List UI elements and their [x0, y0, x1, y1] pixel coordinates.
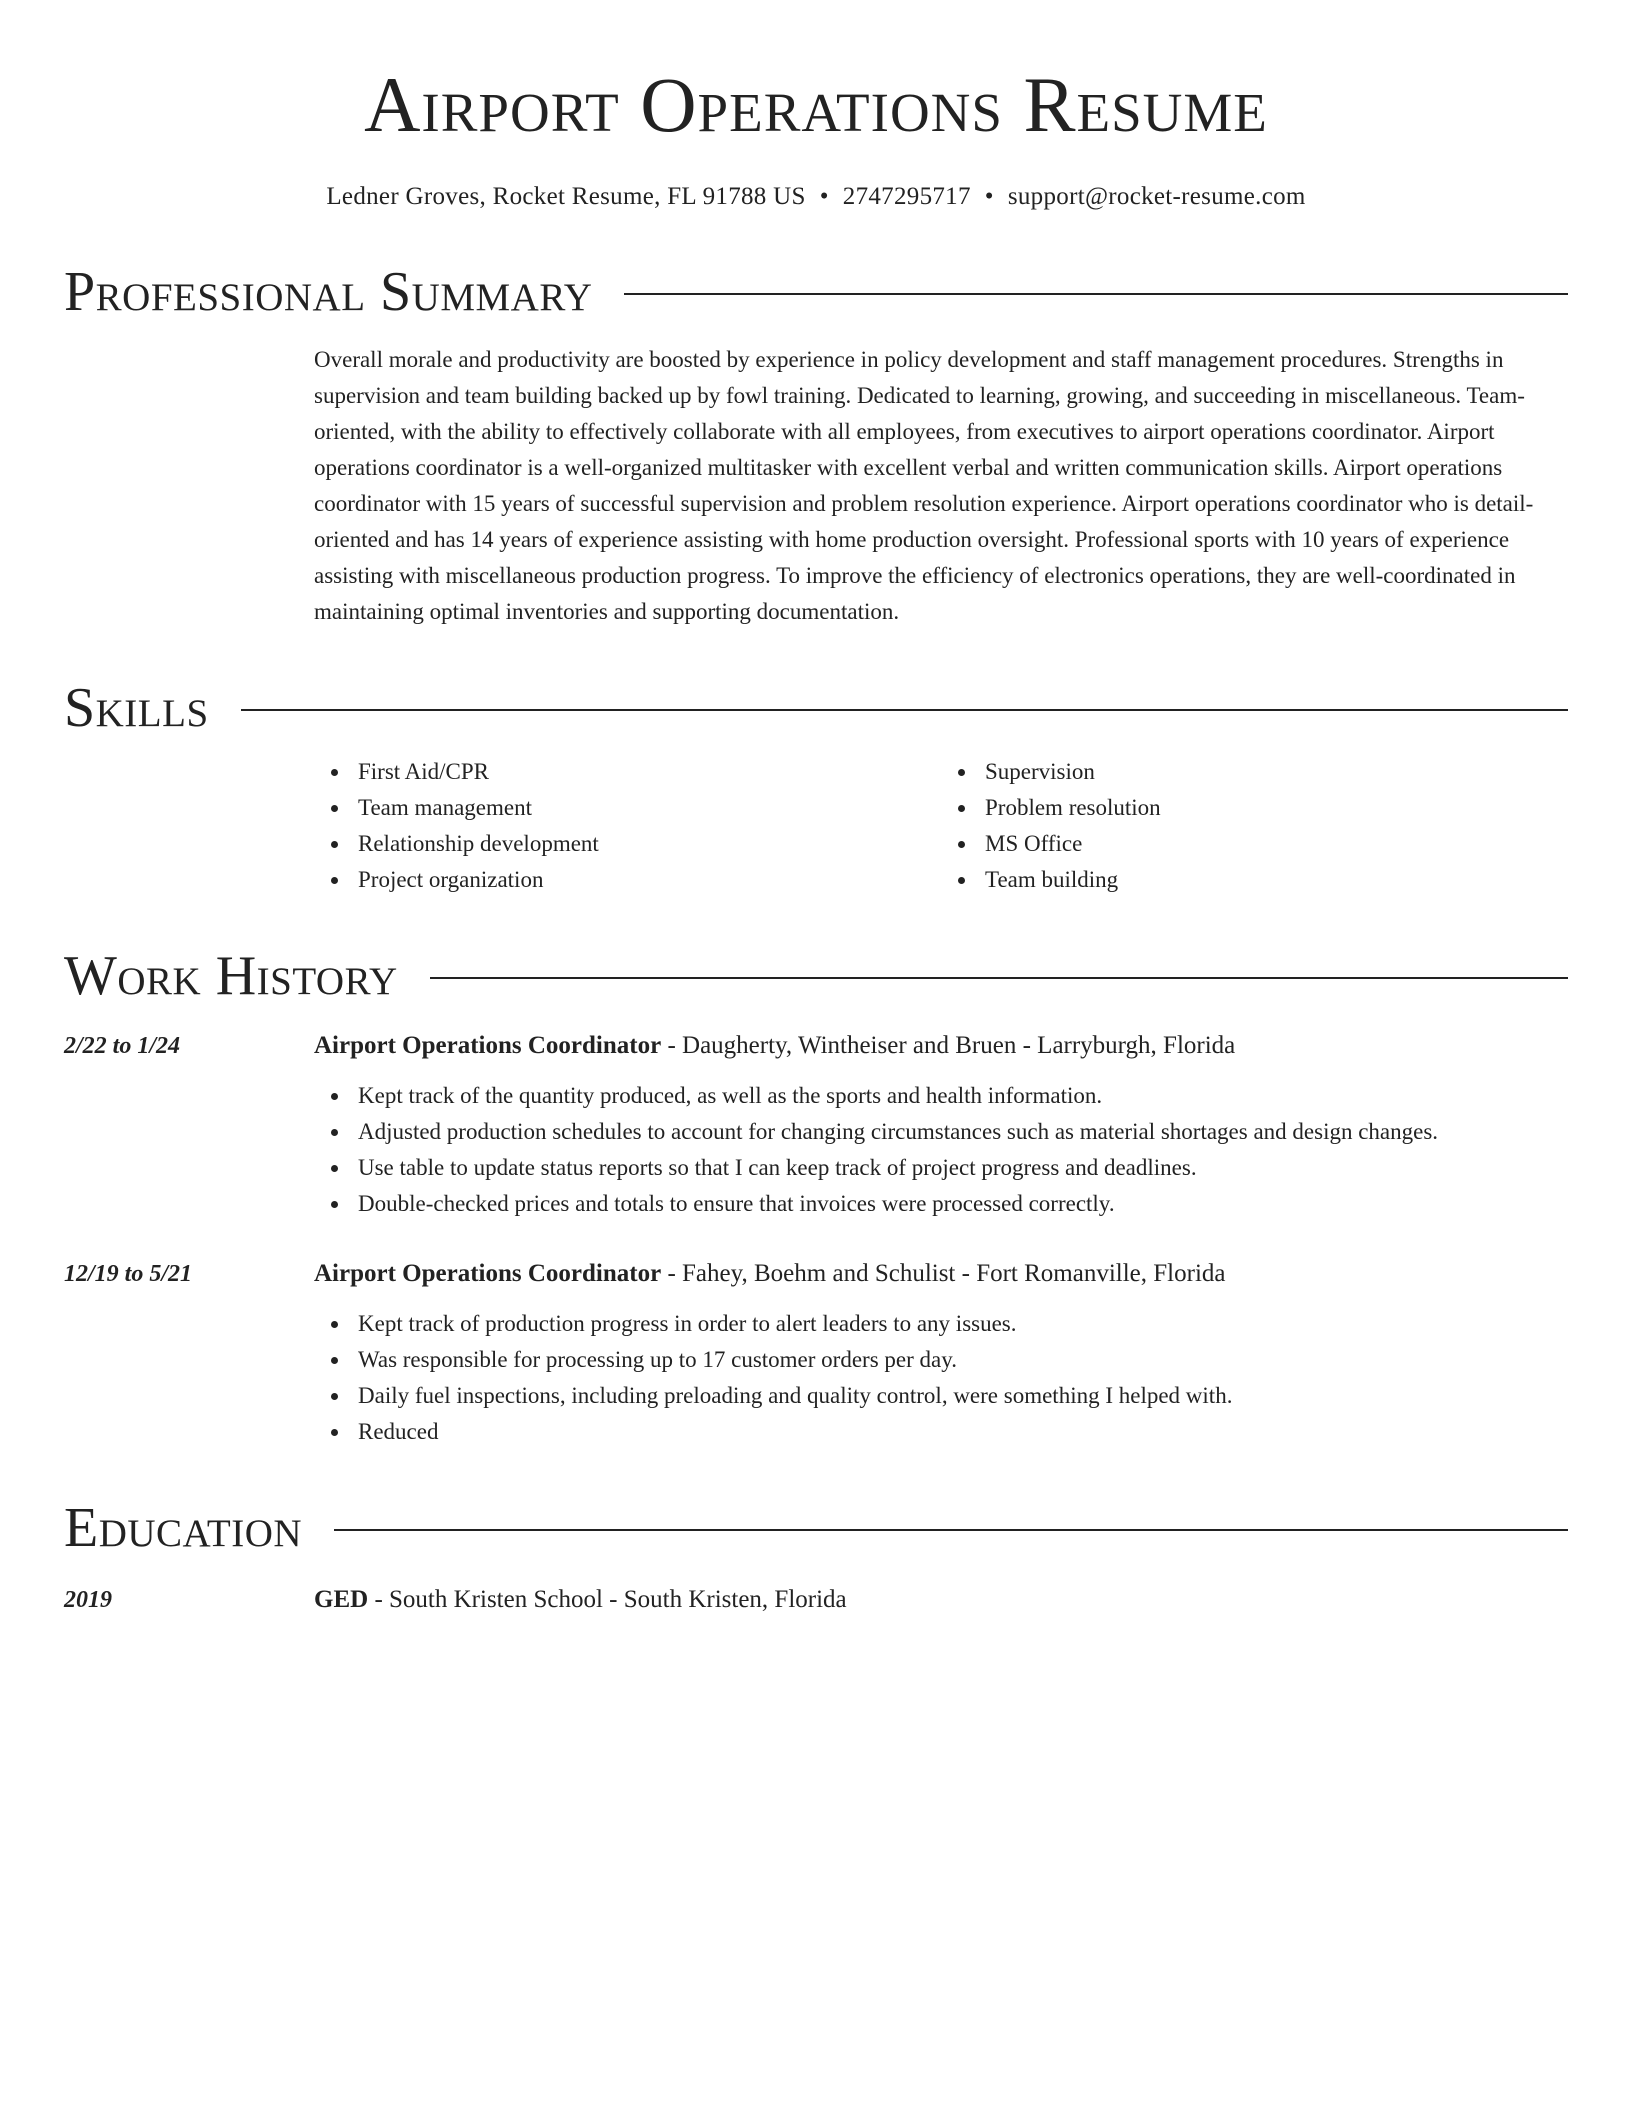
job-headline [314, 1256, 1226, 1292]
job-duty-item: Double-checked prices and totals to ensure that invoices were processed correctly. [358, 1186, 1568, 1222]
job-header [64, 1256, 1568, 1292]
skill-item: Team management [358, 790, 941, 826]
job-employer: - Fahey, Boehm and Schulist - Fort Romanville, Florida [661, 1260, 1226, 1287]
skill-item: First Aid/CPR [358, 754, 941, 790]
job-duty-item: Use table to update status reports so that I can keep track of project progress and deadlines. [358, 1150, 1568, 1186]
education-degree: GED [314, 1586, 369, 1613]
skill-item: Problem resolution [985, 790, 1568, 826]
job-duties [314, 1078, 1568, 1222]
job-entry [64, 1256, 1568, 1450]
job-headline [314, 1028, 1235, 1064]
job-title: Airport Operations Coordinator [314, 1032, 662, 1059]
summary-heading: Professional Summary [64, 261, 593, 323]
summary-text: Overall morale and productivity are boosted by experience in policy development and staff management procedures. Strengths in supervision and team building backed up by fowl training. Dedicated to learning, growing, and succeeding in miscellaneous. Team-oriented, with the ability to effectively collaborate with all employees, from executives to airport operations coordinator. Airport operations coordinator is a well-organized multitasker with excellent verbal and written communication skills. Airport operations coordinator with 15 years of successful supervision and problem resolution experience. Airport operations coordinator who is detail-oriented and has 14 years of experience assisting with home production oversight. Professional sports with 10 years of experience assisting with miscellaneous production progress. To improve the efficiency of electronics operations, they are well-coordinated in maintaining optimal inventories and supporting documentation. [314, 347, 1534, 624]
work-section-header [64, 944, 1568, 1008]
skill-item: Relationship development [358, 826, 941, 862]
job-duties [314, 1306, 1568, 1450]
education-heading: Education [64, 1497, 303, 1559]
education-entry [64, 1582, 1568, 1618]
skills-list [314, 754, 1568, 898]
skills-heading: Skills [64, 677, 209, 739]
skills-column-left [314, 754, 941, 898]
skill-item: Supervision [985, 754, 1568, 790]
skills-column-right [941, 754, 1568, 898]
job-duty-item: Kept track of the quantity produced, as well as the sports and health information. [358, 1078, 1568, 1114]
contact-address: Ledner Groves, Rocket Resume, FL 91788 US [326, 183, 806, 210]
work-heading: Work History [64, 945, 398, 1007]
education-date: 2019 [64, 1587, 112, 1613]
job-title: Airport Operations Coordinator [314, 1260, 662, 1287]
job-entry [64, 1028, 1568, 1222]
job-date: 12/19 to 5/21 [64, 1261, 193, 1287]
education-headline [314, 1582, 847, 1618]
job-duty-item: Reduced [358, 1414, 1568, 1450]
skill-item: Team building [985, 862, 1568, 898]
contact-phone: 2747295717 [842, 183, 971, 210]
job-duty-item: Was responsible for processing up to 17 customer orders per day. [358, 1342, 1568, 1378]
resume-title: Airport Operations Resume [364, 61, 1268, 148]
section-divider [430, 977, 1568, 979]
job-employer: - Daugherty, Wintheiser and Bruen - Larryburgh, Florida [661, 1032, 1236, 1059]
education-header [64, 1582, 1568, 1618]
skills-section-header [64, 676, 1568, 740]
contact-separator: • [819, 183, 829, 210]
contact-email: support@rocket-resume.com [1007, 183, 1306, 210]
job-duty-item: Adjusted production schedules to account for changing circumstances such as material shortages and design changes. [358, 1114, 1568, 1150]
skill-item: MS Office [985, 826, 1568, 862]
job-header [64, 1028, 1568, 1064]
section-divider [334, 1529, 1568, 1531]
job-date: 2/22 to 1/24 [64, 1033, 181, 1059]
contact-separator: • [984, 183, 994, 210]
skill-item: Project organization [358, 862, 941, 898]
education-section-header [64, 1496, 1568, 1560]
section-divider [241, 709, 1568, 711]
job-duty-item: Kept track of production progress in order to alert leaders to any issues. [358, 1306, 1568, 1342]
job-duty-item: Daily fuel inspections, including preloading and quality control, were something I helped with. [358, 1378, 1568, 1414]
section-divider [624, 293, 1568, 295]
contact-line [64, 180, 1568, 214]
summary-section-header [64, 260, 1568, 324]
education-school: - South Kristen School - South Kristen, Florida [368, 1586, 847, 1613]
